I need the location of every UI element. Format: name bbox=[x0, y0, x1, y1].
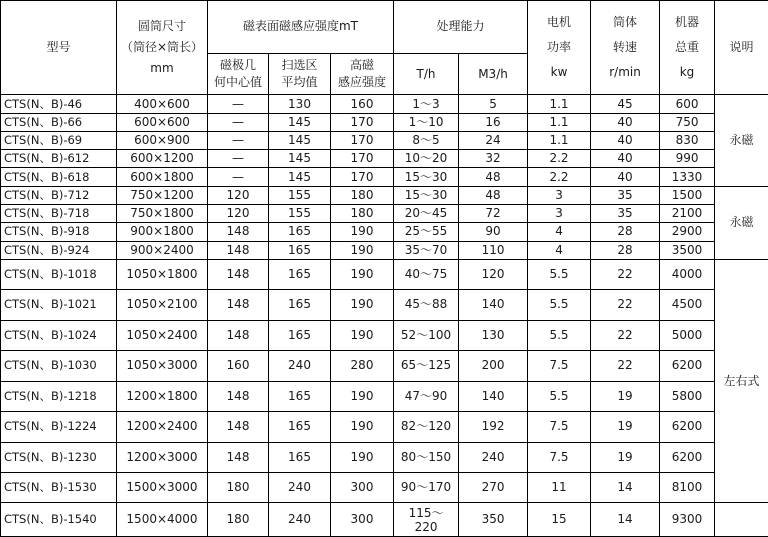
pole-center-cell: 160 bbox=[208, 351, 269, 381]
speed-cell: 14 bbox=[591, 503, 660, 537]
weight-cell: 3500 bbox=[660, 241, 715, 259]
capacity-m3h-cell: 16 bbox=[459, 113, 528, 131]
table-row bbox=[1, 205, 768, 223]
model-cell: CTS(N、B)-1530 bbox=[1, 472, 117, 502]
drum-size-cell: 750×1800 bbox=[117, 205, 208, 223]
speed-cell: 35 bbox=[591, 186, 660, 204]
model-cell: CTS(N、B)-1224 bbox=[1, 412, 117, 442]
capacity-th-cell: 45～88 bbox=[394, 290, 459, 320]
model-cell: CTS(N、B)-1540 bbox=[1, 503, 117, 537]
motor-power-cell: 5.5 bbox=[528, 320, 591, 350]
motor-power-cell: 1.1 bbox=[528, 95, 591, 113]
table-row bbox=[1, 412, 768, 442]
header-drum-size: 圆筒尺寸 （筒径×筒长） mm bbox=[117, 1, 208, 95]
header-speed: 筒体 转速 r/min bbox=[591, 1, 660, 95]
high-intensity-cell: 170 bbox=[331, 168, 394, 186]
motor-power-cell: 5.5 bbox=[528, 259, 591, 289]
high-intensity-cell: 160 bbox=[331, 95, 394, 113]
sweep-average-cell: 155 bbox=[269, 205, 331, 223]
capacity-th-cell: 35～70 bbox=[394, 241, 459, 259]
note-cell: 左右式 bbox=[715, 259, 768, 503]
table-row bbox=[1, 223, 768, 241]
drum-size-cell: 1050×2100 bbox=[117, 290, 208, 320]
table-row bbox=[1, 442, 768, 472]
high-intensity-cell: 170 bbox=[331, 150, 394, 168]
table-row bbox=[1, 131, 768, 149]
header-capacity-m3h: M3/h bbox=[459, 53, 528, 95]
table-row bbox=[1, 472, 768, 502]
weight-cell: 9300 bbox=[660, 503, 715, 537]
capacity-m3h-cell: 110 bbox=[459, 241, 528, 259]
speed-cell: 45 bbox=[591, 95, 660, 113]
capacity-m3h-cell: 5 bbox=[459, 95, 528, 113]
high-intensity-cell: 170 bbox=[331, 113, 394, 131]
capacity-m3h-cell: 48 bbox=[459, 186, 528, 204]
header-sweep-average: 扫选区 平均值 bbox=[269, 53, 331, 95]
drum-size-cell: 900×1800 bbox=[117, 223, 208, 241]
pole-center-cell: 120 bbox=[208, 205, 269, 223]
table-row bbox=[1, 113, 768, 131]
sweep-average-cell: 130 bbox=[269, 95, 331, 113]
motor-power-cell: 1.1 bbox=[528, 113, 591, 131]
high-intensity-cell: 190 bbox=[331, 223, 394, 241]
pole-center-cell: 148 bbox=[208, 241, 269, 259]
capacity-th-cell: 10～20 bbox=[394, 150, 459, 168]
motor-power-cell: 5.5 bbox=[528, 381, 591, 411]
capacity-m3h-cell: 130 bbox=[459, 320, 528, 350]
weight-cell: 750 bbox=[660, 113, 715, 131]
note-cell bbox=[715, 503, 768, 537]
weight-cell: 5000 bbox=[660, 320, 715, 350]
sweep-average-cell: 240 bbox=[269, 472, 331, 502]
speed-cell: 14 bbox=[591, 472, 660, 502]
motor-power-cell: 3 bbox=[528, 186, 591, 204]
weight-cell: 4500 bbox=[660, 290, 715, 320]
capacity-th-cell: 20～45 bbox=[394, 205, 459, 223]
capacity-th-cell: 1～10 bbox=[394, 113, 459, 131]
table-row bbox=[1, 150, 768, 168]
motor-power-cell: 7.5 bbox=[528, 351, 591, 381]
pole-center-cell: 148 bbox=[208, 381, 269, 411]
pole-center-cell: 148 bbox=[208, 412, 269, 442]
capacity-th-cell: 52～100 bbox=[394, 320, 459, 350]
motor-power-cell: 4 bbox=[528, 241, 591, 259]
weight-cell: 6200 bbox=[660, 412, 715, 442]
capacity-m3h-cell: 200 bbox=[459, 351, 528, 381]
weight-cell: 2900 bbox=[660, 223, 715, 241]
drum-size-cell: 1050×3000 bbox=[117, 351, 208, 381]
capacity-m3h-cell: 140 bbox=[459, 290, 528, 320]
capacity-th-cell: 25～55 bbox=[394, 223, 459, 241]
weight-cell: 600 bbox=[660, 95, 715, 113]
speed-cell: 40 bbox=[591, 168, 660, 186]
table-row bbox=[1, 351, 768, 381]
pole-center-cell: 148 bbox=[208, 442, 269, 472]
sweep-average-cell: 165 bbox=[269, 381, 331, 411]
speed-cell: 19 bbox=[591, 381, 660, 411]
sweep-average-cell: 145 bbox=[269, 113, 331, 131]
sweep-average-cell: 145 bbox=[269, 150, 331, 168]
high-intensity-cell: 190 bbox=[331, 241, 394, 259]
drum-size-cell: 1050×2400 bbox=[117, 320, 208, 350]
drum-size-cell: 600×1800 bbox=[117, 168, 208, 186]
capacity-th-cell: 1～3 bbox=[394, 95, 459, 113]
model-cell: CTS(N、B)-1218 bbox=[1, 381, 117, 411]
speed-cell: 22 bbox=[591, 320, 660, 350]
header-pole-center: 磁极几 何中心值 bbox=[208, 53, 269, 95]
model-cell: CTS(N、B)-46 bbox=[1, 95, 117, 113]
capacity-th-cell: 82～120 bbox=[394, 412, 459, 442]
high-intensity-cell: 180 bbox=[331, 186, 394, 204]
speed-cell: 19 bbox=[591, 412, 660, 442]
high-intensity-cell: 280 bbox=[331, 351, 394, 381]
high-intensity-cell: 190 bbox=[331, 290, 394, 320]
speed-cell: 22 bbox=[591, 290, 660, 320]
high-intensity-cell: 190 bbox=[331, 259, 394, 289]
drum-size-cell: 1050×1800 bbox=[117, 259, 208, 289]
drum-size-cell: 600×1200 bbox=[117, 150, 208, 168]
note-cell: 永磁 bbox=[715, 186, 768, 259]
table-row bbox=[1, 186, 768, 204]
drum-size-cell: 1200×2400 bbox=[117, 412, 208, 442]
table-row bbox=[1, 381, 768, 411]
pole-center-cell: 148 bbox=[208, 290, 269, 320]
high-intensity-cell: 300 bbox=[331, 503, 394, 537]
capacity-th-cell: 80～150 bbox=[394, 442, 459, 472]
header-high-intensity: 高磁 感应强度 bbox=[331, 53, 394, 95]
weight-cell: 1500 bbox=[660, 186, 715, 204]
motor-power-cell: 5.5 bbox=[528, 290, 591, 320]
high-intensity-cell: 190 bbox=[331, 320, 394, 350]
drum-size-cell: 1500×4000 bbox=[117, 503, 208, 537]
sweep-average-cell: 165 bbox=[269, 290, 331, 320]
capacity-m3h-cell: 120 bbox=[459, 259, 528, 289]
capacity-m3h-cell: 48 bbox=[459, 168, 528, 186]
table-row bbox=[1, 95, 768, 113]
sweep-average-cell: 240 bbox=[269, 351, 331, 381]
table-row bbox=[1, 259, 768, 289]
model-cell: CTS(N、B)-69 bbox=[1, 131, 117, 149]
high-intensity-cell: 300 bbox=[331, 472, 394, 502]
pole-center-cell: — bbox=[208, 150, 269, 168]
capacity-m3h-cell: 240 bbox=[459, 442, 528, 472]
capacity-m3h-cell: 90 bbox=[459, 223, 528, 241]
model-cell: CTS(N、B)-1030 bbox=[1, 351, 117, 381]
capacity-th-cell: 40～75 bbox=[394, 259, 459, 289]
motor-power-cell: 2.2 bbox=[528, 150, 591, 168]
table-row bbox=[1, 503, 768, 537]
sweep-average-cell: 155 bbox=[269, 186, 331, 204]
drum-size-cell: 600×600 bbox=[117, 113, 208, 131]
pole-center-cell: — bbox=[208, 168, 269, 186]
weight-cell: 6200 bbox=[660, 351, 715, 381]
capacity-th-cell: 90～170 bbox=[394, 472, 459, 502]
pole-center-cell: 120 bbox=[208, 186, 269, 204]
speed-cell: 19 bbox=[591, 442, 660, 472]
header-capacity: 处理能力 bbox=[394, 1, 528, 54]
drum-size-cell: 900×2400 bbox=[117, 241, 208, 259]
motor-power-cell: 3 bbox=[528, 205, 591, 223]
weight-cell: 4000 bbox=[660, 259, 715, 289]
pole-center-cell: — bbox=[208, 95, 269, 113]
pole-center-cell: 180 bbox=[208, 503, 269, 537]
motor-power-cell: 2.2 bbox=[528, 168, 591, 186]
weight-cell: 830 bbox=[660, 131, 715, 149]
pole-center-cell: — bbox=[208, 131, 269, 149]
capacity-m3h-cell: 32 bbox=[459, 150, 528, 168]
drum-size-cell: 1500×3000 bbox=[117, 472, 208, 502]
speed-cell: 28 bbox=[591, 223, 660, 241]
model-cell: CTS(N、B)-918 bbox=[1, 223, 117, 241]
model-cell: CTS(N、B)-1021 bbox=[1, 290, 117, 320]
high-intensity-cell: 190 bbox=[331, 412, 394, 442]
speed-cell: 22 bbox=[591, 259, 660, 289]
model-cell: CTS(N、B)-712 bbox=[1, 186, 117, 204]
motor-power-cell: 7.5 bbox=[528, 412, 591, 442]
drum-size-cell: 750×1200 bbox=[117, 186, 208, 204]
speed-cell: 40 bbox=[591, 150, 660, 168]
model-cell: CTS(N、B)-612 bbox=[1, 150, 117, 168]
speed-cell: 40 bbox=[591, 113, 660, 131]
model-cell: CTS(N、B)-618 bbox=[1, 168, 117, 186]
header-note: 说明 bbox=[715, 1, 768, 95]
pole-center-cell: 148 bbox=[208, 223, 269, 241]
weight-cell: 1330 bbox=[660, 168, 715, 186]
model-cell: CTS(N、B)-718 bbox=[1, 205, 117, 223]
motor-power-cell: 4 bbox=[528, 223, 591, 241]
weight-cell: 6200 bbox=[660, 442, 715, 472]
motor-power-cell: 1.1 bbox=[528, 131, 591, 149]
drum-size-cell: 600×900 bbox=[117, 131, 208, 149]
pole-center-cell: — bbox=[208, 113, 269, 131]
capacity-th-cell: 115～ 220 bbox=[394, 503, 459, 537]
capacity-m3h-cell: 72 bbox=[459, 205, 528, 223]
motor-power-cell: 11 bbox=[528, 472, 591, 502]
pole-center-cell: 148 bbox=[208, 320, 269, 350]
capacity-m3h-cell: 350 bbox=[459, 503, 528, 537]
drum-size-cell: 1200×3000 bbox=[117, 442, 208, 472]
table-row bbox=[1, 241, 768, 259]
speed-cell: 28 bbox=[591, 241, 660, 259]
sweep-average-cell: 240 bbox=[269, 503, 331, 537]
capacity-m3h-cell: 140 bbox=[459, 381, 528, 411]
model-cell: CTS(N、B)-66 bbox=[1, 113, 117, 131]
table-body bbox=[1, 95, 768, 537]
model-cell: CTS(N、B)-1024 bbox=[1, 320, 117, 350]
capacity-th-cell: 15～30 bbox=[394, 186, 459, 204]
drum-size-cell: 400×600 bbox=[117, 95, 208, 113]
motor-power-cell: 7.5 bbox=[528, 442, 591, 472]
motor-power-cell: 15 bbox=[528, 503, 591, 537]
sweep-average-cell: 145 bbox=[269, 168, 331, 186]
sweep-average-cell: 165 bbox=[269, 320, 331, 350]
table-row bbox=[1, 320, 768, 350]
capacity-th-cell: 8～5 bbox=[394, 131, 459, 149]
note-cell: 永磁 bbox=[715, 95, 768, 186]
high-intensity-cell: 190 bbox=[331, 381, 394, 411]
speed-cell: 35 bbox=[591, 205, 660, 223]
model-cell: CTS(N、B)-1230 bbox=[1, 442, 117, 472]
model-cell: CTS(N、B)-924 bbox=[1, 241, 117, 259]
high-intensity-cell: 180 bbox=[331, 205, 394, 223]
header-weight: 机器 总重 kg bbox=[660, 1, 715, 95]
weight-cell: 5800 bbox=[660, 381, 715, 411]
capacity-th-cell: 15～30 bbox=[394, 168, 459, 186]
capacity-th-cell: 65～125 bbox=[394, 351, 459, 381]
capacity-th-cell: 47～90 bbox=[394, 381, 459, 411]
weight-cell: 990 bbox=[660, 150, 715, 168]
header-capacity-th: T/h bbox=[394, 53, 459, 95]
capacity-m3h-cell: 24 bbox=[459, 131, 528, 149]
sweep-average-cell: 145 bbox=[269, 131, 331, 149]
capacity-m3h-cell: 192 bbox=[459, 412, 528, 442]
capacity-m3h-cell: 270 bbox=[459, 472, 528, 502]
sweep-average-cell: 165 bbox=[269, 241, 331, 259]
weight-cell: 2100 bbox=[660, 205, 715, 223]
sweep-average-cell: 165 bbox=[269, 442, 331, 472]
header-motor: 电机 功率 kw bbox=[528, 1, 591, 95]
sweep-average-cell: 165 bbox=[269, 412, 331, 442]
sweep-average-cell: 165 bbox=[269, 259, 331, 289]
high-intensity-cell: 190 bbox=[331, 442, 394, 472]
table-row bbox=[1, 168, 768, 186]
drum-size-cell: 1200×1800 bbox=[117, 381, 208, 411]
sweep-average-cell: 165 bbox=[269, 223, 331, 241]
header-model: 型号 bbox=[1, 1, 117, 95]
speed-cell: 22 bbox=[591, 351, 660, 381]
weight-cell: 8100 bbox=[660, 472, 715, 502]
model-cell: CTS(N、B)-1018 bbox=[1, 259, 117, 289]
high-intensity-cell: 170 bbox=[331, 131, 394, 149]
table-row bbox=[1, 290, 768, 320]
pole-center-cell: 148 bbox=[208, 259, 269, 289]
speed-cell: 40 bbox=[591, 131, 660, 149]
pole-center-cell: 180 bbox=[208, 472, 269, 502]
header-magnetic: 磁表面磁感应强度mT bbox=[208, 1, 394, 54]
